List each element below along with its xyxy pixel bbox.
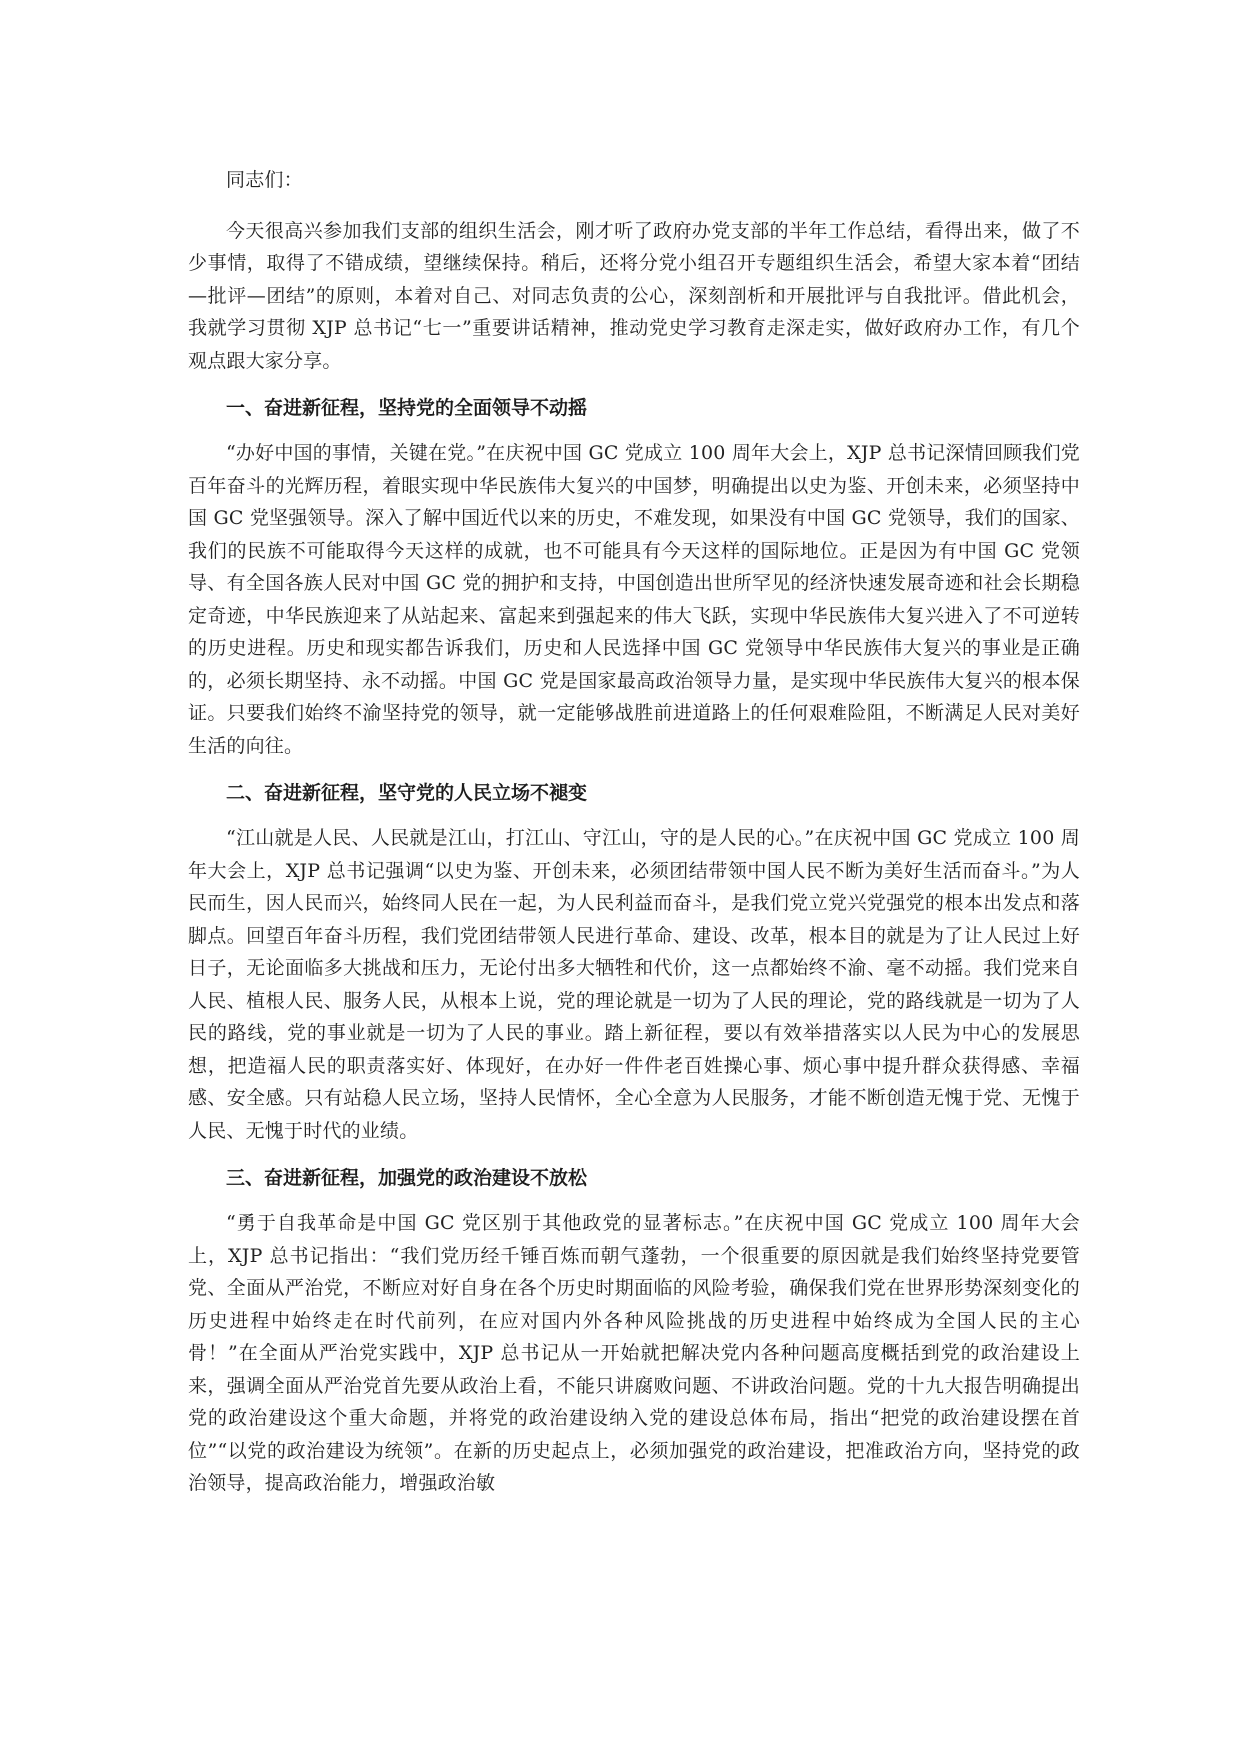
section-3	[188, 1163, 1080, 1500]
section-body-3: “勇于自我革命是中国 GC 党区别于其他政党的显著标志。”在庆祝中国 GC 党成立 100 周年大会上，XJP 总书记指出：“我们党历经千锤百炼而朝气蓬勃，一个很重要的原因就是我们始终坚持党要管党、全面从严治党，不断应对好自身在各个历史时期面临的风险考验，确保我们党在世界形势深刻变化的历史进程中始终走在时代前列，在应对国内外各种风险挑战的历史进程中始终成为全国人民的主心骨！”在全面从严治党实践中，XJP 总书记从一开始就把解决党内各种问题高度概括到党的政治建设上来，强调全面从严治党首先要从政治上看，不能只讲腐败问题、不讲政治问题。党的十九大报告明确提出党的政治建设这个重大命题，并将党的政治建设纳入党的建设总体布局，指出“把党的政治建设摆在首位”“以党的政治建设为统领”。在新的历史起点上，必须加强党的政治建设，把准政治方向，坚持党的政治领导，提高政治能力，增强政治敏	[188, 1212, 1080, 1494]
intro-paragraph: 今天很高兴参加我们支部的组织生活会，刚才听了政府办党支部的半年工作总结，看得出来，做了不少事情，取得了不错成绩，望继续保持。稍后，还将分党小组召开专题组织生活会，希望大家本着“团结—批评—团结”的原则，本着对自己、对同志负责的公心，深刻剖析和开展批评与自我批评。借此机会，我就学习贯彻 XJP 总书记“七一”重要讲话精神，推动党史学习教育走深走实，做好政府办工作，有几个观点跟大家分享。	[188, 219, 1080, 372]
section-body-2: “江山就是人民、人民就是江山，打江山、守江山，守的是人民的心。”在庆祝中国 GC 党成立 100 周年大会上，XJP 总书记强调“以史为鉴、开创未来，必须团结带领中国人民不断为美好生活而奋斗。”为人民而生，因人民而兴，始终同人民在一起，为人民利益而奋斗，是我们党立党兴党强党的根本出发点和落脚点。回望百年奋斗历程，我们党团结带领人民进行革命、建设、改革，根本目的就是为了让人民过上好日子，无论面临多大挑战和压力，无论付出多大牺牲和代价，这一点都始终不渝、毫不动摇。我们党来自人民、植根人民、服务人民，从根本上说，党的理论就是一切为了人民的理论，党的路线就是一切为了人民的路线，党的事业就是一切为了人民的事业。踏上新征程，要以有效举措落实以人民为中心的发展思想，把造福人民的职责落实好、体现好，在办好一件件老百姓操心事、烦心事中提升群众获得感、幸福感、安全感。只有站稳人民立场，坚持人民情怀，全心全意为人民服务，才能不断创造无愧于党、无愧于人民、无愧于时代的业绩。	[188, 827, 1080, 1142]
section-heading-3: 三、奋进新征程，加强党的政治建设不放松	[226, 1167, 588, 1189]
section-heading-2: 二、奋进新征程，坚守党的人民立场不褪变	[226, 782, 588, 804]
footer-space	[188, 1510, 1080, 1511]
greeting: 同志们：	[226, 169, 303, 191]
section-2	[188, 778, 1080, 1147]
document-content	[188, 160, 1080, 1511]
section-heading-1: 一、奋进新征程，坚持党的全面领导不动摇	[226, 397, 588, 419]
section-body-1: “办好中国的事情，关键在党。”在庆祝中国 GC 党成立 100 周年大会上，XJP 总书记深情回顾我们党百年奋斗的光辉历程，着眼实现中华民族伟大复兴的中国梦，明确提出以史为鉴、开创未来，必须坚持中国 GC 党坚强领导。深入了解中国近代以来的历史，不难发现，如果没有中国 GC 党领导，我们的国家、我们的民族不可能取得今天这样的成就，也不可能具有今天这样的国际地位。正是因为有中国 GC 党领导、有全国各族人民对中国 GC 党的拥护和支持，中国创造出世所罕见的经济快速发展奇迹和社会长期稳定奇迹，中华民族迎来了从站起来、富起来到强起来的伟大飞跃，实现中华民族伟大复兴进入了不可逆转的历史进程。历史和现实都告诉我们，历史和人民选择中国 GC 党领导中华民族伟大复兴的事业是正确的，必须长期坚持、永不动摇。中国 GC 党是国家最高政治领导力量，是实现中华民族伟大复兴的根本保证。只要我们始终不渝坚持党的领导，就一定能够战胜前进道路上的任何艰难险阻，不断满足人民对美好生活的向往。	[188, 442, 1080, 757]
section-1	[188, 393, 1080, 762]
